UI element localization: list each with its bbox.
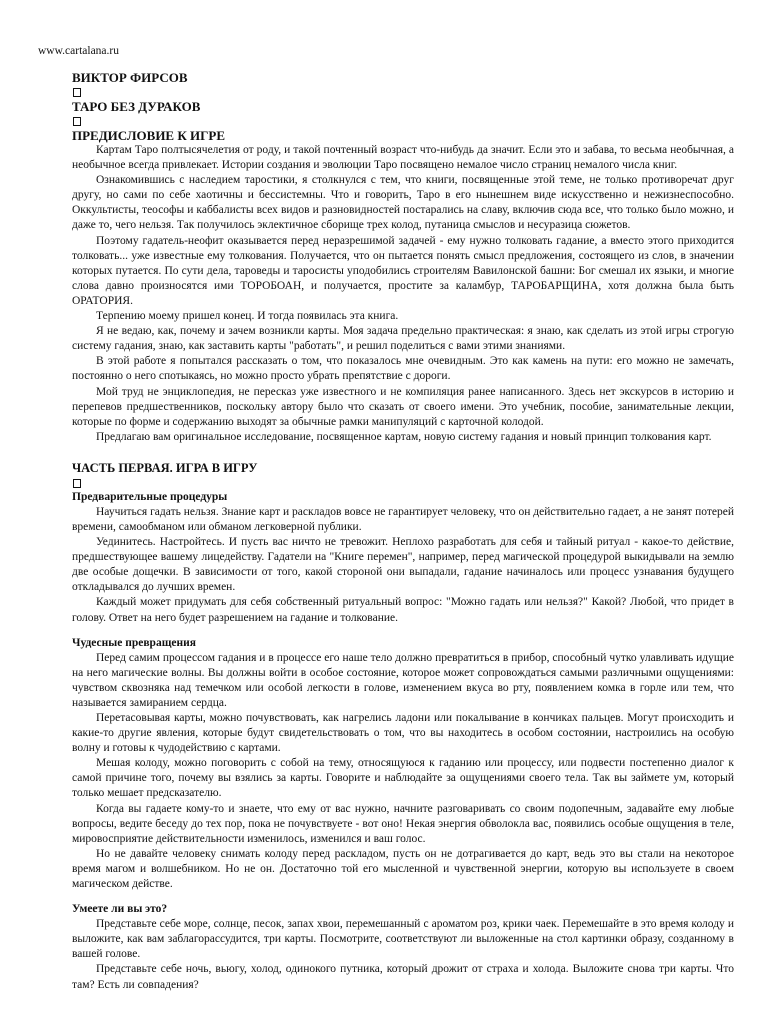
spacer (72, 445, 734, 461)
section-paragraph: Когда вы гадаете кому-то и знаете, что ему от вас нужно, начните разговаривать со своим подопечным, задавайте ему любые вопросы, ведите беседу до тех пор, пока не почувствуете - вот оно! Некая энергия обволокла вас, появились особые ощущения в теле, мировосприятие действительности изменилось, изменился и ваш голос. (72, 802, 734, 845)
section-paragraph: Научиться гадать нельзя. Знание карт и раскладов вовсе не гарантирует человеку, что он действительно гадает, а не занят потерей времени, самообманом или обманом легковерной публики. (72, 505, 734, 533)
preface-heading: ПРЕДИСЛОВИЕ К ИГРЕ (72, 128, 226, 143)
missing-glyph-icon (73, 117, 81, 126)
section-paragraph: Перед самим процессом гадания и в процессе его наше тело должно превратиться в прибор, способный чутко улавливать идущие на него магические волны. Вы должны войти в особое состояние, которое может сопровождаться самыми различными ощущениями: чувством сквозняка над темечком или особой легкости в голове, изменением вкуса во рту, появлением комка в горле или тем, что называется замиранием сердца. (72, 651, 734, 709)
section-paragraph: Перетасовывая карты, можно почувствовать, как нагрелись ладони или покалывание в кончиках пальцев. Могут происходить и какие-то другие явления, которые будут свидетельствовать о том, что вы находитесь в особом состоянии, настроились на особую волну и готовы к чудодействию с картами. (72, 712, 734, 755)
placeholder-glyph-line (72, 85, 734, 99)
preface-paragraph: Мой труд не энциклопедия, не пересказ уже известного и не компиляция ранее написанного. Здесь нет экскурсов в историю и перепевов предшественников, поскольку автору было что сказать от своего имени. Это учебник, пособие, занимательные лекции, которые по форме и содержанию выходят за обычные рамки манипуляций с карточной колодой. (72, 385, 734, 428)
section-paragraph: Представьте себе ночь, вьюгу, холод, одинокого путника, который дрожит от страха и холода. Выложите снова три карты. Что там? Есть ли совпадения? (72, 963, 734, 991)
preface-paragraph: В этой работе я попытался рассказать о том, что показалось мне очевидным. Это как камень на пути: его можно не замечать, постоянно о него спотыкаясь, но можно просто убрать препятствие с дороги. (72, 355, 734, 383)
placeholder-glyph-line (72, 476, 734, 490)
spacer (72, 892, 734, 902)
section-paragraph: Представьте себе море, солнце, песок, запах хвои, перемешанный с ароматом роз, крики чаек. Перемешайте в это время колоду и выложите, как вам заблагорассудится, три карты. Посмотрите, соответствуют ли выложенные на стол картинки образу, созданному в вашей голове. (72, 918, 734, 961)
preface-paragraph: Предлагаю вам оригинальное исследование, посвященное картам, новую систему гадания и новый принцип толкования карт. (96, 430, 712, 443)
section-paragraph: Мешая колоду, можно поговорить с собой на тему, относящуюся к гаданию или процессу, или подвести постепенно диалог к самой причине того, почему вы взялись за карты. Говорите и наблюдайте за ощущениями своего тела. Так вы займете ум, который только мешает предсказателю. (72, 757, 734, 800)
section-paragraph: Каждый может придумать для себя собственный ритуальный вопрос: "Можно гадать или нельзя?" Какой? Любой, что придет в голову. Ответ на него будет разрешением на гадание и толкование. (72, 596, 734, 624)
section-paragraph: Уединитесь. Настройтесь. И пусть вас ничто не тревожит. Неплохо разработать для себя и тайный ритуал - какое-то действие, предшествующее вашему лицедейству. Гадатели на "Книге перемен", например, перед магической процедурой выкидывали на землю две особые дощечки. В зависимости от того, какой стороной они выпадали, гадание начиналось или процесс узнавания будущего откладывался до лучших времен. (72, 536, 734, 594)
preface-paragraph: Я не ведаю, как, почему и зачем возникли карты. Моя задача предельно практическая: я знаю, как сделать из этой игры строгую систему гадания, знаю, как заставить карты "работать", и решил поделиться с вами этими знаниями. (72, 325, 734, 353)
part-heading: ЧАСТЬ ПЕРВАЯ. ИГРА В ИГРУ (72, 460, 258, 475)
author-name: ВИКТОР ФИРСОВ (72, 70, 188, 85)
preface-paragraph: Терпению моему пришел конец. И тогда появилась эта книга. (96, 310, 399, 323)
document-content (72, 70, 734, 993)
missing-glyph-icon (73, 88, 81, 97)
section-heading: Предварительные процедуры (72, 490, 228, 503)
preface-paragraph: Картам Таро полтысячелетия от роду, и такой почтенный возраст что-нибудь да значит. Если это и забава, то весьма необычная, а необычное всегда привлекает. Истории создания и эволюции Таро посвящено немалое число страниц немалого числа книг. (72, 144, 734, 172)
site-url[interactable]: www.cartalana.ru (38, 45, 119, 57)
missing-glyph-icon (73, 479, 81, 488)
preface-paragraph: Ознакомившись с наследием таростики, я столкнулся с тем, что книги, посвященные этой теме, не только противоречат друг другу, но сами по себе хаотичны и бессистемны. Что и говорить, Таро в его нынешнем виде искусственно и нежизнеспособно. Оккультисты, теософы и каббалисты всех видов и разновидностей постарались на славу, включив сюда все, что только было можно, и даже то, чего нельзя. Так получилось эклектичное сборище трех колод, путаница смыслов и несуразица сюжетов. (72, 174, 734, 232)
preface-paragraph: Поэтому гадатель-неофит оказывается перед неразрешимой задачей - ему нужно толковать гадание, а вместо этого приходится толковать... уже известные ему толкования. Получается, что он пытается понять смысл предложения, состоящего из слов, в значении которых путается. По сути дела, тароведы и таросисты уподобились строителям Вавилонской башни: Бог смешал их языки, и многие слова давно произносятся ими ТОРОБОАН, и получается, простите за каламбур, ТАРОБАРЩИНА, хотя должна была быть ОРАТОРИЯ. (72, 234, 734, 307)
placeholder-glyph-line (72, 114, 734, 128)
section-paragraph: Но не давайте человеку снимать колоду перед раскладом, пусть он не дотрагивается до карт, ведь это вы стали на некоторое время магом и волшебником. Но не он. Достаточно той его мысленной и чувственной энергии, которую вы используете в своем магическом действе. (72, 847, 734, 891)
section-heading: Умеете ли вы это? (72, 903, 168, 916)
book-title: ТАРО БЕЗ ДУРАКОВ (72, 99, 201, 114)
section-heading: Чудесные превращения (72, 636, 196, 649)
spacer (72, 626, 734, 636)
